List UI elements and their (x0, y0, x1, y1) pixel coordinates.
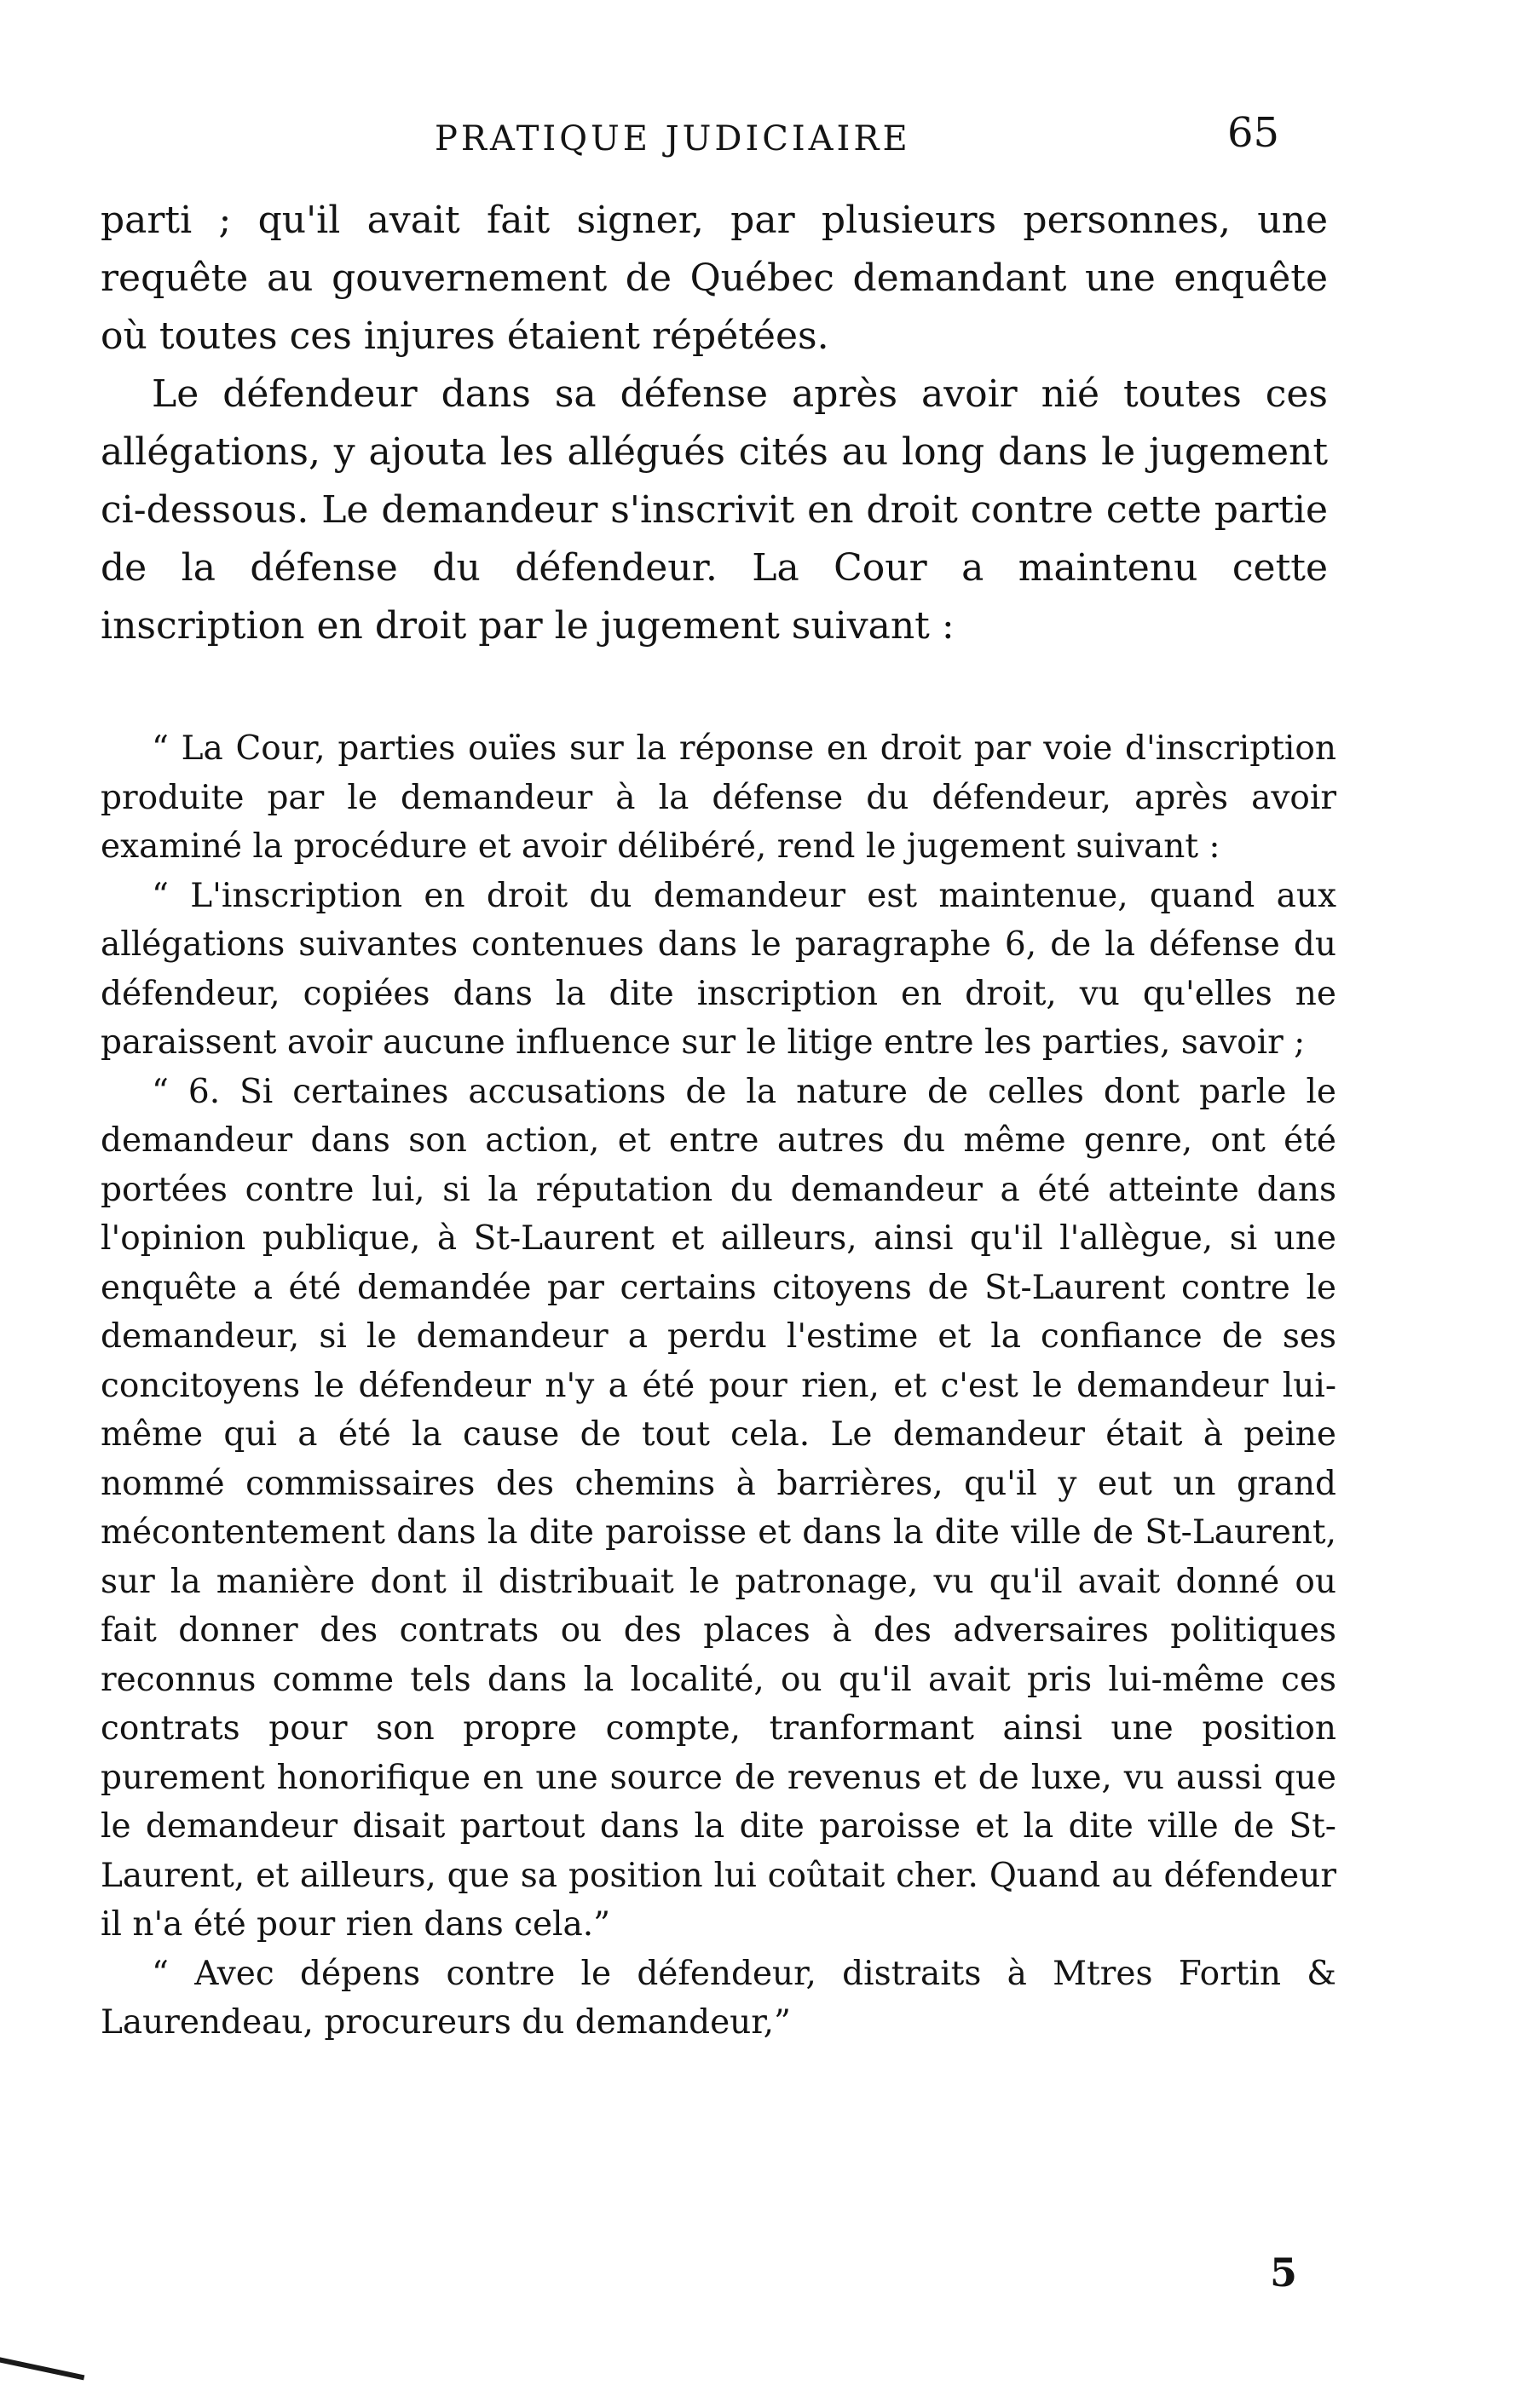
judgment-paragraph-3: “ 6. Si certaines accusations de la nature de celles dont parle le demandeur dans son action, et entre autres du même genre, ont été portées contre lui, si la réputation du demandeur a été atteinte dans l'opinion publique, à St-Laurent et ailleurs, ainsi qu'il l'allègue, si une enquête a été demandée par certains citoyens de St-Laurent contre le demandeur, si le demandeur a perdu l'estime et la confiance de ses concitoyens le défendeur n'y a été pour rien, et c'est le demandeur lui-même qui a été la cause de tout cela. Le demandeur était à peine nommé commissaires des chemins à barrières, qu'il y eut un grand mécontentement dans la dite paroisse et dans la dite ville de St-Laurent, sur la manière dont il distribuait le patronage, vu qu'il avait donné ou fait donner des contrats ou des places à des adversaires politiques reconnus comme tels dans la localité, ou qu'il avait pris lui-même ces contrats pour son propre compte, tranformant ainsi une position purement honorifique en une source de revenus et de luxe, vu aussi que le demandeur disait partout dans la dite paroisse et la dite ville de St-Laurent, et ailleurs, que sa position lui coûtait cher. Quand au défendeur il n'a été pour rien dans cela.” (101, 1072, 1336, 1944)
page-number: 65 (1227, 109, 1280, 157)
narrative-paragraph-1: parti ; qu'il avait fait signer, par plusieurs personnes, une requête au gouvernement de Québec demandant une enquête où toutes ces injures étaient répétées. (101, 199, 1328, 358)
judgment-quotation (101, 724, 1336, 2048)
narrative-paragraph-2: Le défendeur dans sa défense après avoir nié toutes ces allégations, y ajouta les allégués cités au long dans le jugement ci-dessous. Le demandeur s'inscrivit en droit contre cette partie de la défense du défendeur. La Cour a maintenu cette inscription en droit par le jugement suivant : (101, 372, 1328, 648)
judgment-paragraph-2: “ L'inscription en droit du demandeur est maintenue, quand aux allégations suivantes contenues dans le paragraphe 6, de la défense du défendeur, copiées dans la dite inscription en droit, vu qu'elles ne paraissent avoir aucune influence sur le litige entre les parties, savoir ; (101, 876, 1336, 1062)
signature-mark: 5 (1270, 2250, 1298, 2296)
scan-edge-mark (0, 2354, 84, 2381)
judgment-paragraph-1: “ La Cour, parties ouïes sur la réponse en droit par voie d'inscription produite par le demandeur à la défense du défendeur, après avoir examiné la procédure et avoir délibéré, rend le jugement suivant : (101, 729, 1336, 866)
running-title: PRATIQUE JUDICIAIRE (435, 119, 911, 158)
narrative-section (101, 192, 1328, 655)
judgment-paragraph-4: “ Avec dépens contre le défendeur, distraits à Mtres Fortin & Laurendeau, procureurs du demandeur,” (101, 1954, 1336, 2042)
